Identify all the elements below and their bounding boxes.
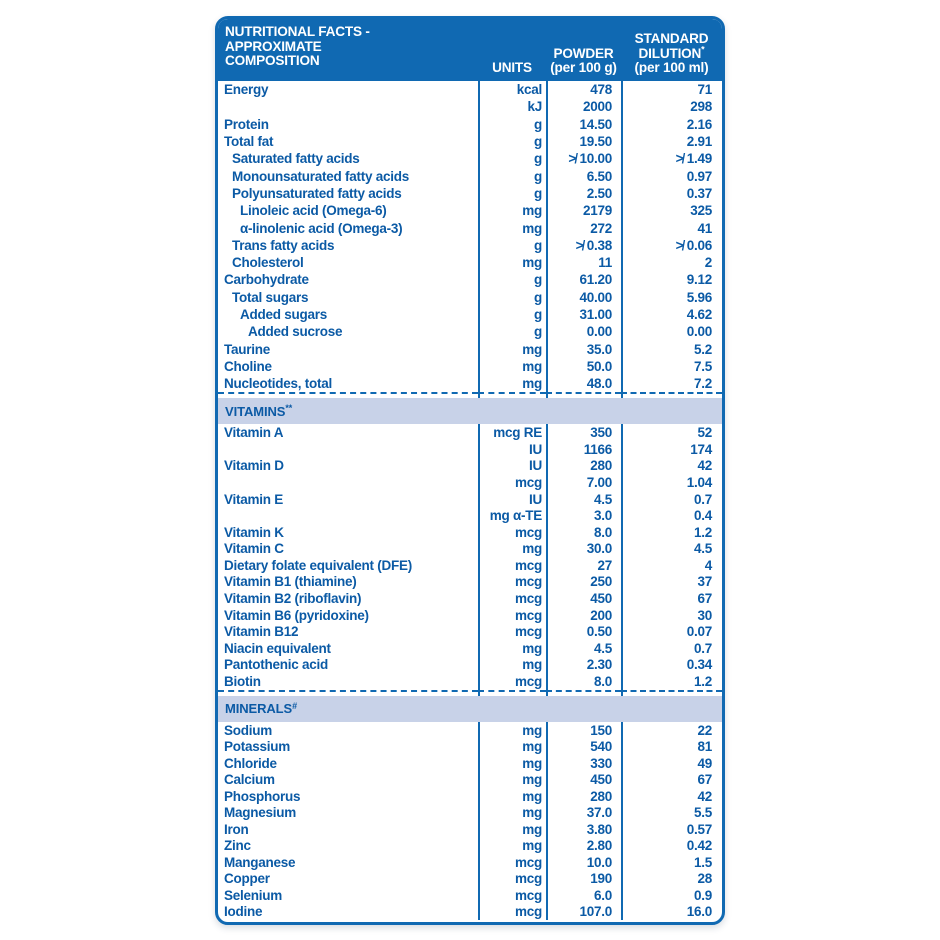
dilution-value-cell: 0.42 (621, 837, 722, 854)
nutrient-label: Zinc (224, 838, 251, 854)
dilution-value-cell: 0.34 (621, 657, 722, 674)
nutrient-label: Sodium (224, 722, 272, 738)
nutrient-label (218, 474, 478, 491)
powder-value-cell: 8.0 (546, 524, 621, 541)
unit-cell: mg (478, 722, 546, 739)
unit-cell: mg (478, 657, 546, 674)
powder-value-cell: 50.0 (546, 358, 621, 375)
table-title-line-2: APPROXIMATE (225, 38, 322, 54)
dilution-value-cell: 5.5 (621, 804, 722, 821)
separator-cell (546, 690, 621, 696)
nutrient-label: Magnesium (224, 805, 297, 821)
unit-cell: kcal (478, 81, 546, 98)
units-header-label: UNITS (492, 60, 532, 76)
dilution-value-cell: 1.04 (621, 474, 722, 491)
nutrient-label: Vitamin E (224, 491, 284, 507)
unit-cell: mg (478, 202, 546, 219)
unit-cell: mcg (478, 903, 546, 920)
unit-cell: g (478, 116, 546, 133)
nutrient-label: Added sucrose (248, 324, 343, 340)
dilution-value-cell: 71 (621, 81, 722, 98)
separator-cell (621, 690, 722, 696)
dilution-value-cell: ≯ 0.06 (621, 237, 722, 254)
dilution-value-cell: 22 (621, 722, 722, 739)
powder-value-cell: 2179 (546, 202, 621, 219)
dilution-value-cell: 0.4 (621, 507, 722, 524)
dilution-value-cell: 28 (621, 870, 722, 887)
dilution-value-cell: 30 (621, 607, 722, 624)
dilution-value-cell: 1.2 (621, 524, 722, 541)
powder-value-cell: 350 (546, 424, 621, 441)
powder-value-cell: 272 (546, 219, 621, 236)
column-header-powder (546, 19, 621, 81)
nutrient-label: Phosphorus (224, 788, 301, 804)
dilution-value-cell: 42 (621, 458, 722, 475)
unit-cell: IU (478, 458, 546, 475)
nutrient-label: Protein (224, 116, 269, 132)
nutrient-label: Monounsaturated fatty acids (232, 168, 410, 184)
powder-value-cell: 30.0 (546, 541, 621, 558)
unit-cell: mcg (478, 474, 546, 491)
section-separator-dashed (218, 392, 722, 398)
powder-value-cell: 2.80 (546, 837, 621, 854)
column-header-units (478, 19, 546, 81)
unit-cell: IU (478, 491, 546, 508)
nutrient-label: Vitamin B1 (thiamine) (224, 574, 357, 590)
powder-value-cell: 8.0 (546, 673, 621, 690)
unit-cell: g (478, 167, 546, 184)
unit-cell: mcg (478, 887, 546, 904)
section-header-label: MINERALS (225, 701, 293, 717)
dilution-value-cell: 0.07 (621, 623, 722, 640)
table-title-line-3: COMPOSITION (225, 53, 320, 69)
section-header-minerals: MINERALS # (218, 696, 722, 722)
powder-header-line-2: (per 100 g) (550, 60, 617, 76)
powder-value-cell: 2000 (546, 98, 621, 115)
dilution-value-cell: 9.12 (621, 271, 722, 288)
powder-value-cell: 35.0 (546, 340, 621, 357)
nutrient-label: Potassium (224, 739, 291, 755)
unit-cell: mg (478, 340, 546, 357)
unit-cell: mcg (478, 590, 546, 607)
unit-cell: mg (478, 219, 546, 236)
unit-cell: mcg (478, 574, 546, 591)
powder-value-cell: 31.00 (546, 306, 621, 323)
unit-cell: g (478, 185, 546, 202)
powder-value-cell: 14.50 (546, 116, 621, 133)
nutrient-label: Taurine (224, 341, 271, 357)
nutrient-label (218, 441, 478, 458)
section-rows (218, 81, 722, 392)
unit-cell: mg (478, 755, 546, 772)
separator-cell (218, 690, 478, 696)
powder-value-cell: ≯ 0.38 (546, 237, 621, 254)
powder-value-cell: 3.80 (546, 821, 621, 838)
nutrient-label: Vitamin B12 (224, 624, 299, 640)
nutrient-label: Calcium (224, 772, 275, 788)
powder-value-cell: 0.00 (546, 323, 621, 340)
powder-value-cell: 48.0 (546, 375, 621, 392)
table-title-line-1: NUTRITIONAL FACTS - (225, 24, 370, 39)
dilution-value-cell: 67 (621, 590, 722, 607)
nutrient-label: Iron (224, 821, 249, 837)
separator-cell (478, 690, 546, 696)
unit-cell: mg (478, 804, 546, 821)
unit-cell: g (478, 289, 546, 306)
dilution-value-cell: 49 (621, 755, 722, 772)
nutrient-label: Vitamin C (224, 541, 284, 557)
unit-cell: mcg (478, 673, 546, 690)
unit-cell: mg (478, 254, 546, 271)
powder-value-cell: 190 (546, 870, 621, 887)
powder-value-cell: 540 (546, 738, 621, 755)
table-body (218, 81, 722, 922)
nutrient-label: Vitamin A (224, 425, 284, 441)
unit-cell: g (478, 323, 546, 340)
separator-cell (621, 392, 722, 398)
unit-cell: mg α-TE (478, 507, 546, 524)
nutrient-label: Energy (224, 82, 269, 98)
dilution-header-word: DILUTION (638, 45, 702, 61)
nutrient-label: Saturated fatty acids (232, 151, 360, 167)
dilution-value-cell: 4 (621, 557, 722, 574)
table-title (218, 19, 478, 81)
dilution-value-cell: 7.2 (621, 375, 722, 392)
unit-cell: kJ (478, 98, 546, 115)
powder-value-cell: 7.00 (546, 474, 621, 491)
unit-cell: mg (478, 738, 546, 755)
table-header (218, 19, 722, 81)
unit-cell: g (478, 150, 546, 167)
dilution-value-cell: 41 (621, 219, 722, 236)
dilution-value-cell: 37 (621, 574, 722, 591)
dilution-value-cell: 7.5 (621, 358, 722, 375)
dilution-header-line-2 (638, 44, 705, 62)
dilution-value-cell: 298 (621, 98, 722, 115)
dilution-value-cell: 0.57 (621, 821, 722, 838)
separator-cell (478, 392, 546, 398)
powder-value-cell: 3.0 (546, 507, 621, 524)
powder-value-cell: 107.0 (546, 903, 621, 920)
unit-cell: g (478, 133, 546, 150)
nutrient-label: Vitamin B6 (pyridoxine) (224, 607, 369, 623)
unit-cell: g (478, 271, 546, 288)
nutrient-label: Niacin equivalent (224, 640, 331, 656)
nutrient-label: Copper (224, 871, 270, 887)
powder-value-cell: 40.00 (546, 289, 621, 306)
powder-value-cell: 330 (546, 755, 621, 772)
unit-cell: mcg (478, 870, 546, 887)
nutrient-label: Polyunsaturated fatty acids (232, 185, 402, 201)
nutrient-label: Biotin (224, 674, 261, 690)
column-header-standard-dilution (621, 19, 722, 81)
nutrient-label: Vitamin B2 (riboflavin) (224, 591, 362, 607)
unit-cell: g (478, 237, 546, 254)
unit-cell: mcg (478, 524, 546, 541)
powder-value-cell: 200 (546, 607, 621, 624)
nutrient-label: Dietary folate equivalent (DFE) (224, 557, 413, 573)
powder-value-cell: 4.5 (546, 491, 621, 508)
powder-value-cell: 0.50 (546, 623, 621, 640)
powder-value-cell: 1166 (546, 441, 621, 458)
nutrient-label: Chloride (224, 755, 277, 771)
dilution-value-cell: 4.62 (621, 306, 722, 323)
powder-value-cell: 280 (546, 458, 621, 475)
dilution-value-cell: 4.5 (621, 541, 722, 558)
dilution-value-cell: 325 (621, 202, 722, 219)
dilution-value-cell: 2 (621, 254, 722, 271)
dilution-value-cell: 0.97 (621, 167, 722, 184)
dilution-value-cell: 174 (621, 441, 722, 458)
powder-value-cell: 27 (546, 557, 621, 574)
separator-cell (218, 392, 478, 398)
dilution-value-cell: 0.9 (621, 887, 722, 904)
powder-value-cell: 450 (546, 590, 621, 607)
unit-cell: mg (478, 821, 546, 838)
unit-cell: mcg (478, 557, 546, 574)
powder-header-line-1: POWDER (553, 45, 614, 61)
unit-cell: mg (478, 788, 546, 805)
unit-cell: mcg RE (478, 424, 546, 441)
dilution-footnote-asterisk: * (701, 44, 705, 55)
dilution-value-cell: 1.5 (621, 854, 722, 871)
nutrient-label: Choline (224, 358, 272, 374)
dilution-value-cell: 5.2 (621, 340, 722, 357)
unit-cell: mg (478, 541, 546, 558)
nutrient-label: Trans fatty acids (232, 237, 335, 253)
unit-cell: g (478, 306, 546, 323)
dilution-value-cell: 0.37 (621, 185, 722, 202)
nutrient-label: Total fat (224, 134, 274, 150)
unit-cell: mg (478, 640, 546, 657)
dilution-value-cell: 42 (621, 788, 722, 805)
powder-value-cell: 6.50 (546, 167, 621, 184)
powder-value-cell: 19.50 (546, 133, 621, 150)
powder-value-cell: 11 (546, 254, 621, 271)
powder-value-cell: 4.5 (546, 640, 621, 657)
dilution-value-cell: 16.0 (621, 903, 722, 920)
dilution-value-cell: ≯ 1.49 (621, 150, 722, 167)
nutrient-label: Iodine (224, 904, 263, 920)
nutrition-facts-table (215, 16, 725, 925)
dilution-value-cell: 81 (621, 738, 722, 755)
unit-cell: mcg (478, 607, 546, 624)
nutrient-label: α-linolenic acid (Omega-3) (240, 220, 403, 236)
section-header-label: VITAMINS (225, 403, 286, 419)
nutrient-label: Selenium (224, 887, 283, 903)
powder-value-cell: ≯ 10.00 (546, 150, 621, 167)
nutrient-label: Vitamin D (224, 458, 284, 474)
dilution-header-line-1: STANDARD (634, 31, 709, 47)
nutrient-label: Cholesterol (232, 255, 304, 271)
nutrient-label: Nucleotides, total (224, 376, 333, 392)
unit-cell: mcg (478, 854, 546, 871)
dilution-value-cell: 1.2 (621, 673, 722, 690)
powder-value-cell: 478 (546, 81, 621, 98)
section-header-vitamins: VITAMINS ** (218, 398, 722, 424)
powder-value-cell: 2.50 (546, 185, 621, 202)
unit-cell: mg (478, 375, 546, 392)
dilution-value-cell: 2.91 (621, 133, 722, 150)
dilution-header-line-3: (per 100 ml) (634, 60, 709, 76)
unit-cell: mg (478, 771, 546, 788)
unit-cell: mcg (478, 623, 546, 640)
unit-cell: mg (478, 358, 546, 375)
nutrient-label (218, 98, 478, 115)
nutrient-label: Linoleic acid (Omega-6) (240, 203, 387, 219)
section-separator-dashed (218, 690, 722, 696)
dilution-value-cell: 5.96 (621, 289, 722, 306)
nutrient-label: Carbohydrate (224, 272, 309, 288)
powder-value-cell: 150 (546, 722, 621, 739)
unit-cell: mg (478, 837, 546, 854)
separator-cell (546, 392, 621, 398)
unit-cell: IU (478, 441, 546, 458)
powder-value-cell: 280 (546, 788, 621, 805)
powder-value-cell: 6.0 (546, 887, 621, 904)
nutrient-label: Pantothenic acid (224, 657, 329, 673)
nutrient-label: Manganese (224, 854, 296, 870)
nutrient-label: Vitamin K (224, 524, 284, 540)
dilution-value-cell: 0.00 (621, 323, 722, 340)
powder-value-cell: 250 (546, 574, 621, 591)
dilution-value-cell: 52 (621, 424, 722, 441)
section-rows (218, 722, 722, 920)
powder-value-cell: 61.20 (546, 271, 621, 288)
powder-value-cell: 37.0 (546, 804, 621, 821)
powder-value-cell: 10.0 (546, 854, 621, 871)
powder-value-cell: 450 (546, 771, 621, 788)
dilution-value-cell: 0.7 (621, 640, 722, 657)
powder-value-cell: 2.30 (546, 657, 621, 674)
section-rows (218, 424, 722, 690)
dilution-value-cell: 2.16 (621, 116, 722, 133)
nutrient-label: Total sugars (232, 289, 309, 305)
nutrient-label: Added sugars (240, 307, 328, 322)
dilution-value-cell: 67 (621, 771, 722, 788)
dilution-value-cell: 0.7 (621, 491, 722, 508)
nutrient-label (218, 507, 478, 524)
